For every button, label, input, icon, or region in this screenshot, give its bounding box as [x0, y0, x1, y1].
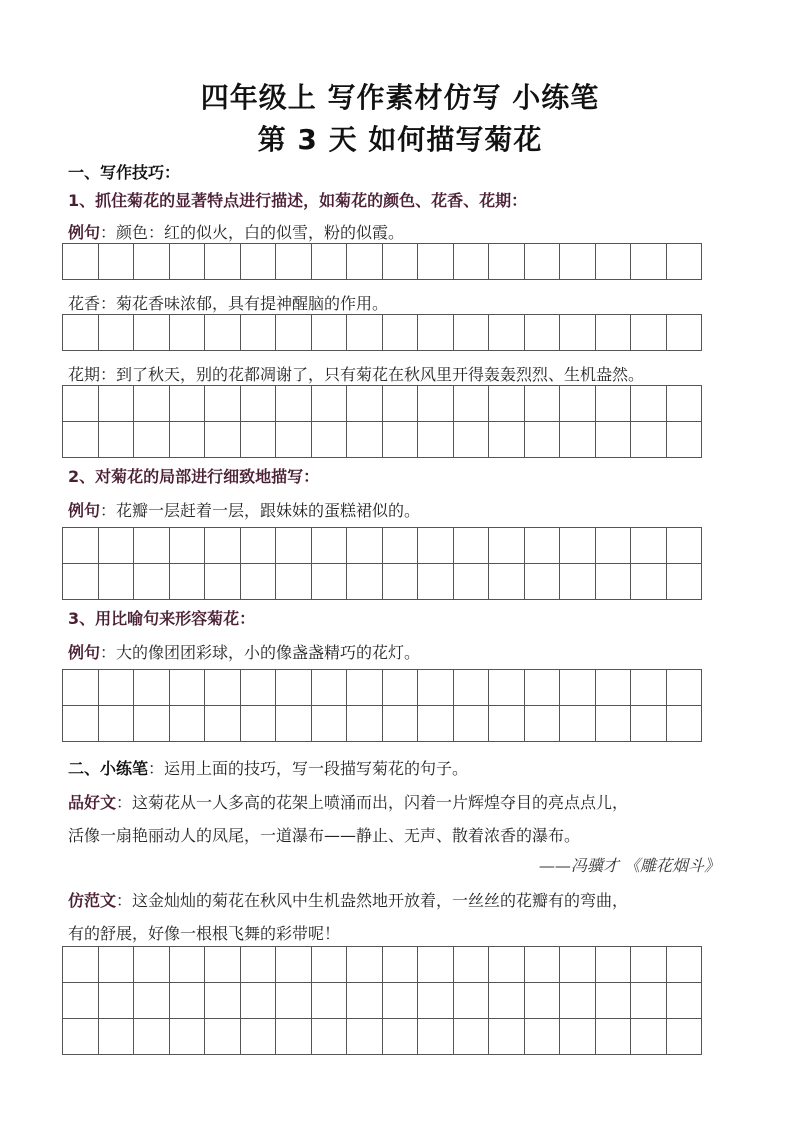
grid-cell[interactable]: [276, 386, 312, 422]
grid-cell[interactable]: [453, 947, 489, 983]
writing-grid-6[interactable]: [62, 946, 702, 1055]
grid-cell[interactable]: [205, 564, 241, 600]
grid-cell[interactable]: [240, 1019, 276, 1055]
grid-cell[interactable]: [595, 315, 631, 351]
grid-cell[interactable]: [418, 528, 454, 564]
grid-cell[interactable]: [205, 947, 241, 983]
grid-cell[interactable]: [169, 315, 205, 351]
grid-cell[interactable]: [276, 422, 312, 458]
grid-cell[interactable]: [98, 670, 134, 706]
grid-cell[interactable]: [418, 564, 454, 600]
section2-task: [68, 756, 468, 779]
grid-cell[interactable]: [276, 983, 312, 1019]
grid-cell[interactable]: [347, 422, 383, 458]
grid-cell[interactable]: [240, 564, 276, 600]
grid-cell[interactable]: [240, 983, 276, 1019]
grid-cell[interactable]: [205, 983, 241, 1019]
grid-cell[interactable]: [631, 564, 667, 600]
grid-cell[interactable]: [489, 706, 525, 742]
grid-cell[interactable]: [489, 670, 525, 706]
grid-cell[interactable]: [311, 422, 347, 458]
grid-cell[interactable]: [453, 706, 489, 742]
grid-cell[interactable]: [276, 670, 312, 706]
grid-cell[interactable]: [631, 386, 667, 422]
example-label: 例句: [68, 223, 101, 242]
writing-grid-4[interactable]: [62, 527, 702, 600]
grid-cell[interactable]: [276, 706, 312, 742]
grid-cell[interactable]: [63, 422, 99, 458]
grid-cell[interactable]: [418, 983, 454, 1019]
grid-cell[interactable]: [489, 244, 525, 280]
grid-cell[interactable]: [240, 670, 276, 706]
grid-cell[interactable]: [595, 706, 631, 742]
grid-cell[interactable]: [631, 670, 667, 706]
grid-cell[interactable]: [453, 244, 489, 280]
grid-cell[interactable]: [311, 386, 347, 422]
grid-cell[interactable]: [240, 422, 276, 458]
grid-cell[interactable]: [524, 947, 560, 983]
grid-row: [63, 564, 702, 600]
grid-cell[interactable]: [63, 706, 99, 742]
grid-cell[interactable]: [205, 1019, 241, 1055]
grid-cell[interactable]: [489, 422, 525, 458]
grid-cell[interactable]: [382, 947, 418, 983]
grid-row: [63, 528, 702, 564]
grid-cell[interactable]: [560, 528, 596, 564]
grid-cell[interactable]: [276, 528, 312, 564]
tip3-example-text: ：大的像团团彩球，小的像盏盏精巧的花灯。: [100, 643, 421, 662]
grid-cell[interactable]: [63, 983, 99, 1019]
grid-cell[interactable]: [560, 244, 596, 280]
grid-cell[interactable]: [240, 947, 276, 983]
grid-cell[interactable]: [489, 315, 525, 351]
grid-cell[interactable]: [418, 315, 454, 351]
grid-cell[interactable]: [595, 528, 631, 564]
writing-grid-1[interactable]: [62, 243, 702, 280]
tip3-heading: 3、用比喻句来形容菊花：: [68, 609, 256, 628]
grid-cell[interactable]: [347, 1019, 383, 1055]
grid-cell[interactable]: [631, 528, 667, 564]
grid-row: [63, 670, 702, 706]
grid-cell[interactable]: [205, 670, 241, 706]
example-label: 例句: [68, 643, 101, 662]
model-label: 品好文: [68, 793, 117, 812]
grid-cell[interactable]: [418, 670, 454, 706]
grid-cell[interactable]: [134, 947, 170, 983]
grid-row: [63, 1019, 702, 1055]
grid-cell[interactable]: [418, 422, 454, 458]
grid-cell[interactable]: [63, 315, 99, 351]
grid-cell[interactable]: [666, 706, 702, 742]
grid-cell[interactable]: [347, 315, 383, 351]
grid-cell[interactable]: [595, 244, 631, 280]
grid-cell[interactable]: [560, 983, 596, 1019]
grid-cell[interactable]: [134, 670, 170, 706]
grid-cell[interactable]: [666, 983, 702, 1019]
grid-cell[interactable]: [631, 983, 667, 1019]
model-credit: ——冯骥才 《雕花烟斗》: [538, 856, 720, 875]
grid-cell[interactable]: [560, 670, 596, 706]
tip2-example-text: ：花瓣一层赶着一层，跟妹妹的蛋糕裙似的。: [100, 501, 421, 520]
grid-cell[interactable]: [98, 422, 134, 458]
grid-cell[interactable]: [347, 983, 383, 1019]
grid-cell[interactable]: [134, 422, 170, 458]
grid-cell[interactable]: [595, 422, 631, 458]
grid-cell[interactable]: [631, 315, 667, 351]
grid-row: [63, 244, 702, 280]
section1-heading: 一、写作技巧：: [68, 163, 181, 182]
grid-cell[interactable]: [276, 1019, 312, 1055]
grid-cell[interactable]: [418, 1019, 454, 1055]
grid-cell[interactable]: [524, 528, 560, 564]
grid-cell[interactable]: [666, 244, 702, 280]
grid-cell[interactable]: [63, 386, 99, 422]
grid-cell[interactable]: [134, 706, 170, 742]
grid-cell[interactable]: [595, 947, 631, 983]
grid-cell[interactable]: [666, 564, 702, 600]
imitation-label: 仿范文: [68, 891, 117, 910]
grid-cell[interactable]: [311, 1019, 347, 1055]
grid-cell[interactable]: [240, 244, 276, 280]
grid-cell[interactable]: [169, 983, 205, 1019]
grid-cell[interactable]: [240, 706, 276, 742]
grid-cell[interactable]: [169, 244, 205, 280]
grid-cell[interactable]: [453, 983, 489, 1019]
season-example: 花期：到了秋天，别的花都凋谢了，只有菊花在秋风里开得轰轰烈烈、生机盎然。: [68, 365, 645, 384]
grid-cell[interactable]: [524, 315, 560, 351]
grid-cell[interactable]: [631, 947, 667, 983]
imitation-text-line2: 有的舒展，好像一根根飞舞的彩带呢！: [68, 924, 341, 943]
grid-cell[interactable]: [453, 315, 489, 351]
grid-cell[interactable]: [595, 386, 631, 422]
grid-cell[interactable]: [311, 706, 347, 742]
grid-cell[interactable]: [311, 947, 347, 983]
grid-cell[interactable]: [382, 315, 418, 351]
grid-cell[interactable]: [63, 244, 99, 280]
grid-cell[interactable]: [134, 315, 170, 351]
grid-cell[interactable]: [631, 1019, 667, 1055]
grid-cell[interactable]: [595, 564, 631, 600]
grid-cell[interactable]: [98, 1019, 134, 1055]
grid-row: [63, 422, 702, 458]
grid-cell[interactable]: [311, 564, 347, 600]
grid-cell[interactable]: [311, 528, 347, 564]
grid-cell[interactable]: [666, 1019, 702, 1055]
grid-cell[interactable]: [205, 386, 241, 422]
grid-cell[interactable]: [240, 528, 276, 564]
grid-cell[interactable]: [347, 706, 383, 742]
writing-grid-5[interactable]: [62, 669, 702, 742]
grid-cell[interactable]: [347, 244, 383, 280]
grid-cell[interactable]: [134, 1019, 170, 1055]
grid-cell[interactable]: [560, 422, 596, 458]
grid-cell[interactable]: [347, 947, 383, 983]
grid-cell[interactable]: [276, 315, 312, 351]
grid-cell[interactable]: [382, 706, 418, 742]
page-title-line2: 第 3 天 如何描写菊花: [257, 123, 543, 156]
grid-cell[interactable]: [453, 528, 489, 564]
grid-cell[interactable]: [666, 528, 702, 564]
grid-cell[interactable]: [418, 244, 454, 280]
section2-heading: 二、小练笔: [68, 759, 149, 778]
grid-cell[interactable]: [560, 947, 596, 983]
grid-cell[interactable]: [524, 564, 560, 600]
grid-cell[interactable]: [134, 983, 170, 1019]
grid-cell[interactable]: [666, 947, 702, 983]
color-example: [68, 220, 404, 243]
grid-cell[interactable]: [524, 706, 560, 742]
grid-row: [63, 386, 702, 422]
grid-cell[interactable]: [98, 386, 134, 422]
grid-cell[interactable]: [382, 564, 418, 600]
grid-cell[interactable]: [418, 706, 454, 742]
grid-cell[interactable]: [347, 386, 383, 422]
grid-cell[interactable]: [276, 947, 312, 983]
grid-cell[interactable]: [205, 528, 241, 564]
grid-cell[interactable]: [489, 564, 525, 600]
grid-cell[interactable]: [666, 315, 702, 351]
grid-cell[interactable]: [311, 670, 347, 706]
grid-cell[interactable]: [63, 564, 99, 600]
grid-cell[interactable]: [382, 1019, 418, 1055]
grid-cell[interactable]: [311, 315, 347, 351]
grid-cell[interactable]: [347, 670, 383, 706]
grid-cell[interactable]: [276, 564, 312, 600]
example-label: 例句: [68, 501, 101, 520]
grid-cell[interactable]: [560, 706, 596, 742]
grid-cell[interactable]: [240, 386, 276, 422]
grid-cell[interactable]: [205, 315, 241, 351]
grid-row: [63, 983, 702, 1019]
writing-grid-3[interactable]: [62, 385, 702, 458]
grid-cell[interactable]: [134, 244, 170, 280]
grid-cell[interactable]: [489, 528, 525, 564]
tip2-example: [68, 498, 420, 521]
model-text-line1: [68, 790, 628, 813]
grid-cell[interactable]: [524, 983, 560, 1019]
grid-cell[interactable]: [524, 244, 560, 280]
grid-cell[interactable]: [453, 670, 489, 706]
grid-cell[interactable]: [169, 947, 205, 983]
color-example-text: ：颜色：红的似火，白的似雪，粉的似霞。: [100, 223, 405, 242]
grid-cell[interactable]: [276, 244, 312, 280]
tip3-example: [68, 640, 420, 663]
grid-cell[interactable]: [382, 386, 418, 422]
grid-cell[interactable]: [453, 564, 489, 600]
grid-cell[interactable]: [453, 422, 489, 458]
grid-cell[interactable]: [666, 670, 702, 706]
grid-cell[interactable]: [240, 315, 276, 351]
grid-cell[interactable]: [98, 315, 134, 351]
grid-cell[interactable]: [134, 386, 170, 422]
grid-cell[interactable]: [98, 564, 134, 600]
section2-task-text: ：运用上面的技巧，写一段描写菊花的句子。: [148, 759, 469, 778]
grid-cell[interactable]: [489, 983, 525, 1019]
grid-cell[interactable]: [63, 528, 99, 564]
grid-cell[interactable]: [311, 983, 347, 1019]
grid-cell[interactable]: [347, 564, 383, 600]
grid-cell[interactable]: [666, 422, 702, 458]
grid-cell[interactable]: [98, 244, 134, 280]
grid-cell[interactable]: [595, 983, 631, 1019]
grid-cell[interactable]: [418, 947, 454, 983]
imitation-text-1: ：这金灿灿的菊花在秋风中生机盎然地开放着，一丝丝的花瓣有的弯曲，: [116, 891, 629, 910]
grid-cell[interactable]: [169, 528, 205, 564]
grid-cell[interactable]: [98, 983, 134, 1019]
grid-cell[interactable]: [382, 670, 418, 706]
grid-cell[interactable]: [489, 947, 525, 983]
grid-cell[interactable]: [631, 706, 667, 742]
model-text-1: ：这菊花从一人多高的花架上喷涌而出，闪着一片辉煌夺目的亮点点儿，: [116, 793, 629, 812]
writing-grid-2[interactable]: [62, 314, 702, 351]
grid-cell[interactable]: [98, 528, 134, 564]
imitation-text-line1: [68, 888, 628, 911]
grid-cell[interactable]: [169, 422, 205, 458]
grid-cell[interactable]: [524, 1019, 560, 1055]
grid-cell[interactable]: [595, 1019, 631, 1055]
model-text-line2: 活像一扇艳丽动人的凤尾，一道瀑布——静止、无声、散着浓香的瀑布。: [68, 826, 581, 845]
grid-cell[interactable]: [560, 315, 596, 351]
grid-cell[interactable]: [560, 386, 596, 422]
grid-cell[interactable]: [98, 706, 134, 742]
grid-cell[interactable]: [382, 244, 418, 280]
grid-cell[interactable]: [205, 422, 241, 458]
grid-cell[interactable]: [205, 706, 241, 742]
grid-cell[interactable]: [205, 244, 241, 280]
grid-cell[interactable]: [169, 386, 205, 422]
grid-cell[interactable]: [524, 670, 560, 706]
grid-cell[interactable]: [489, 1019, 525, 1055]
grid-cell[interactable]: [418, 386, 454, 422]
grid-cell[interactable]: [98, 947, 134, 983]
scent-example: 花香：菊花香味浓郁，具有提神醒脑的作用。: [68, 294, 389, 313]
grid-cell[interactable]: [524, 386, 560, 422]
grid-cell[interactable]: [134, 564, 170, 600]
grid-cell[interactable]: [63, 1019, 99, 1055]
grid-cell[interactable]: [453, 1019, 489, 1055]
grid-cell[interactable]: [347, 528, 383, 564]
grid-row: [63, 947, 702, 983]
tip1-heading: 1、抓住菊花的显著特点进行描述，如菊花的颜色、花香、花期：: [68, 191, 528, 210]
grid-cell[interactable]: [382, 528, 418, 564]
grid-cell[interactable]: [560, 1019, 596, 1055]
grid-cell[interactable]: [382, 422, 418, 458]
grid-cell[interactable]: [169, 670, 205, 706]
grid-row: [63, 315, 702, 351]
grid-cell[interactable]: [311, 244, 347, 280]
page-title-line1: 四年级上 写作素材仿写 小练笔: [200, 81, 600, 114]
grid-cell[interactable]: [666, 386, 702, 422]
grid-cell[interactable]: [631, 244, 667, 280]
grid-cell[interactable]: [63, 947, 99, 983]
grid-cell[interactable]: [134, 528, 170, 564]
grid-cell[interactable]: [560, 564, 596, 600]
grid-cell[interactable]: [524, 422, 560, 458]
tip2-heading: 2、对菊花的局部进行细致地描写：: [68, 467, 320, 486]
grid-cell[interactable]: [489, 386, 525, 422]
grid-cell[interactable]: [169, 1019, 205, 1055]
grid-cell[interactable]: [169, 564, 205, 600]
grid-cell[interactable]: [169, 706, 205, 742]
grid-cell[interactable]: [382, 983, 418, 1019]
grid-cell[interactable]: [595, 670, 631, 706]
grid-cell[interactable]: [631, 422, 667, 458]
grid-cell[interactable]: [453, 386, 489, 422]
grid-cell[interactable]: [63, 670, 99, 706]
grid-row: [63, 706, 702, 742]
